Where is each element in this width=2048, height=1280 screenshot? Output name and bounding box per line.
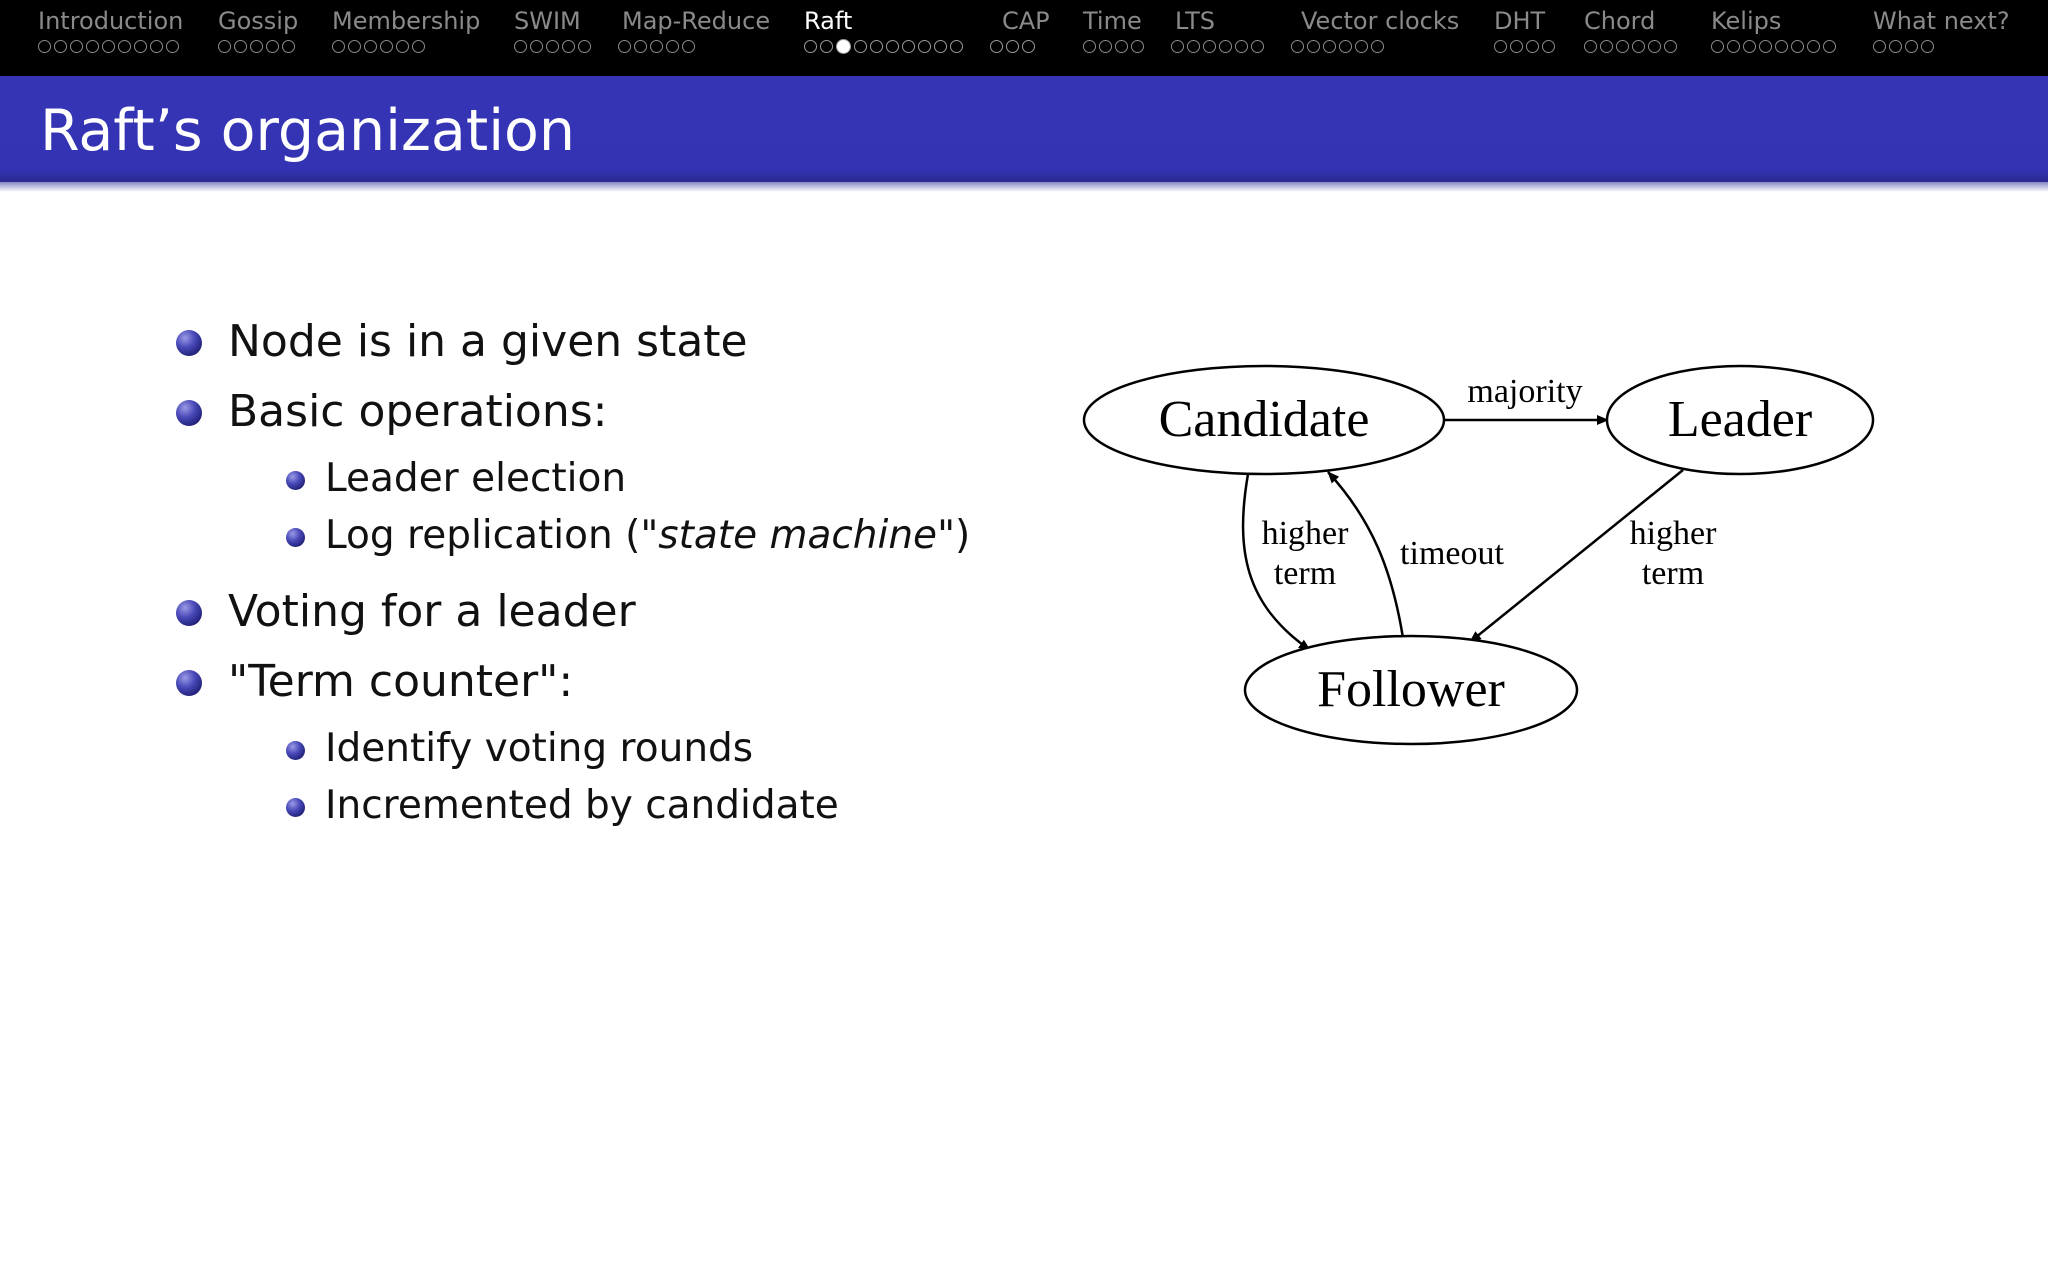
bullet-ball-icon	[176, 330, 202, 356]
nav-dot-group	[1083, 40, 1147, 59]
nav-dot-group	[1873, 40, 1937, 59]
nav-dot-group	[1584, 40, 1680, 59]
nav-section-label[interactable]: Membership	[332, 7, 481, 35]
slide-title: Raft’s organization	[40, 98, 576, 164]
nav-dot-group	[1171, 40, 1267, 59]
slide-dot[interactable]	[1584, 40, 1597, 53]
log-replication-emphasis: state machine	[658, 513, 938, 558]
slide-dot[interactable]	[1131, 40, 1144, 53]
slide-dot[interactable]	[1711, 40, 1724, 53]
nav-dots-kelips	[1711, 40, 1863, 62]
sub-bullet-ball-icon	[286, 471, 305, 490]
nav-section-label[interactable]: Time	[1083, 7, 1142, 35]
sub-bullet-text: Identify voting rounds	[325, 726, 754, 771]
slide-dot[interactable]	[1355, 40, 1368, 53]
slide-dot[interactable]	[1759, 40, 1772, 53]
slide-dot[interactable]	[1873, 40, 1886, 53]
edge-label-term: term	[1273, 555, 1337, 592]
slide-dot[interactable]	[1510, 40, 1523, 53]
nav-section-label[interactable]: Chord	[1584, 7, 1656, 35]
bullet-ball-icon	[176, 400, 202, 426]
nav-dots-dht	[1494, 40, 1582, 62]
slide-dot[interactable]	[1526, 40, 1539, 53]
bullet-ball-icon	[176, 600, 202, 626]
nav-section-label[interactable]: What next?	[1873, 7, 2010, 35]
nav-section-label[interactable]: SWIM	[514, 7, 581, 35]
slide-dot[interactable]	[1187, 40, 1200, 53]
nav-section-label[interactable]: DHT	[1494, 7, 1546, 35]
bullet-text: Node is in a given state	[228, 316, 748, 367]
nav-section-label[interactable]: Gossip	[218, 7, 299, 35]
slide-dot[interactable]	[1542, 40, 1555, 53]
slide-dot[interactable]	[1807, 40, 1820, 53]
nav-section-label[interactable]: CAP	[1002, 7, 1050, 35]
bullet-text: Voting for a leader	[228, 586, 636, 637]
nav-dot-group	[1711, 40, 1839, 59]
slide-dot[interactable]	[1371, 40, 1384, 53]
slide-dot[interactable]	[1616, 40, 1629, 53]
bullet-ball-icon	[176, 670, 202, 696]
sub-bullet-ball-icon	[286, 798, 305, 817]
sub-bullet-ball-icon	[286, 528, 305, 547]
sub-bullet-text: Leader election	[325, 456, 627, 501]
log-replication-prefix: Log replication ("	[325, 513, 659, 558]
nav-section-label[interactable]: Kelips	[1711, 7, 1782, 35]
slide-dot[interactable]	[1743, 40, 1756, 53]
sub-bullet-text	[325, 513, 970, 559]
edge-label-higher: higher	[1629, 515, 1717, 552]
slide-dot[interactable]	[1791, 40, 1804, 53]
node-candidate-label: Candidate	[1158, 391, 1370, 448]
nav-section-label[interactable]: Vector clocks	[1301, 7, 1460, 35]
slide-dot[interactable]	[1494, 40, 1507, 53]
nav-section-label[interactable]: Introduction	[38, 7, 184, 35]
slide-dot[interactable]	[1648, 40, 1661, 53]
raft-state-diagram	[1080, 360, 1900, 760]
slide-dot[interactable]	[1291, 40, 1304, 53]
edge-label-timeout: timeout	[1400, 535, 1504, 572]
slide-dot[interactable]	[1632, 40, 1645, 53]
slide-dot[interactable]	[1775, 40, 1788, 53]
edge-label-term: term	[1641, 555, 1705, 592]
nav-section-label[interactable]: LTS	[1175, 7, 1215, 35]
bullet-text: Basic operations:	[228, 386, 608, 437]
nav-dot-group	[1494, 40, 1558, 59]
sub-bullet-text: Incremented by candidate	[325, 783, 839, 828]
slide-dot[interactable]	[1235, 40, 1248, 53]
edge-label-higher: higher	[1261, 515, 1349, 552]
log-replication-suffix: ")	[937, 513, 971, 558]
slide-dot[interactable]	[1323, 40, 1336, 53]
slide-dot[interactable]	[1921, 40, 1934, 53]
nav-dot-group	[1291, 40, 1387, 59]
slide-dot[interactable]	[1203, 40, 1216, 53]
slide-dot[interactable]	[1889, 40, 1902, 53]
slide-dot[interactable]	[1905, 40, 1918, 53]
nav-section-label[interactable]: Map-Reduce	[622, 7, 771, 35]
bullet-text: "Term counter":	[228, 656, 574, 707]
slide-dot[interactable]	[1219, 40, 1232, 53]
nav-dots-chord	[1584, 40, 1704, 62]
node-leader-label: Leader	[1667, 391, 1813, 448]
slide-dot[interactable]	[1600, 40, 1613, 53]
node-follower-label: Follower	[1317, 661, 1505, 718]
slide-dot[interactable]	[1307, 40, 1320, 53]
nav-section-label[interactable]: Raft	[804, 7, 853, 35]
sub-bullet-ball-icon	[286, 741, 305, 760]
slide-dot[interactable]	[1099, 40, 1112, 53]
edge-follower-to-candidate-arrow	[1328, 472, 1403, 638]
nav-dots-time	[1083, 40, 1411, 62]
slide-dot[interactable]	[1339, 40, 1352, 53]
slide-dot[interactable]	[1083, 40, 1096, 53]
slide-dot[interactable]	[1823, 40, 1836, 53]
edge-label-majority: majority	[1467, 373, 1583, 410]
slide-dot[interactable]	[1251, 40, 1264, 53]
nav-dots-what-next	[1873, 40, 1961, 62]
slide-dot[interactable]	[1171, 40, 1184, 53]
slide-dot[interactable]	[1115, 40, 1128, 53]
slide-dot[interactable]	[1664, 40, 1677, 53]
slide-dot[interactable]	[1727, 40, 1740, 53]
